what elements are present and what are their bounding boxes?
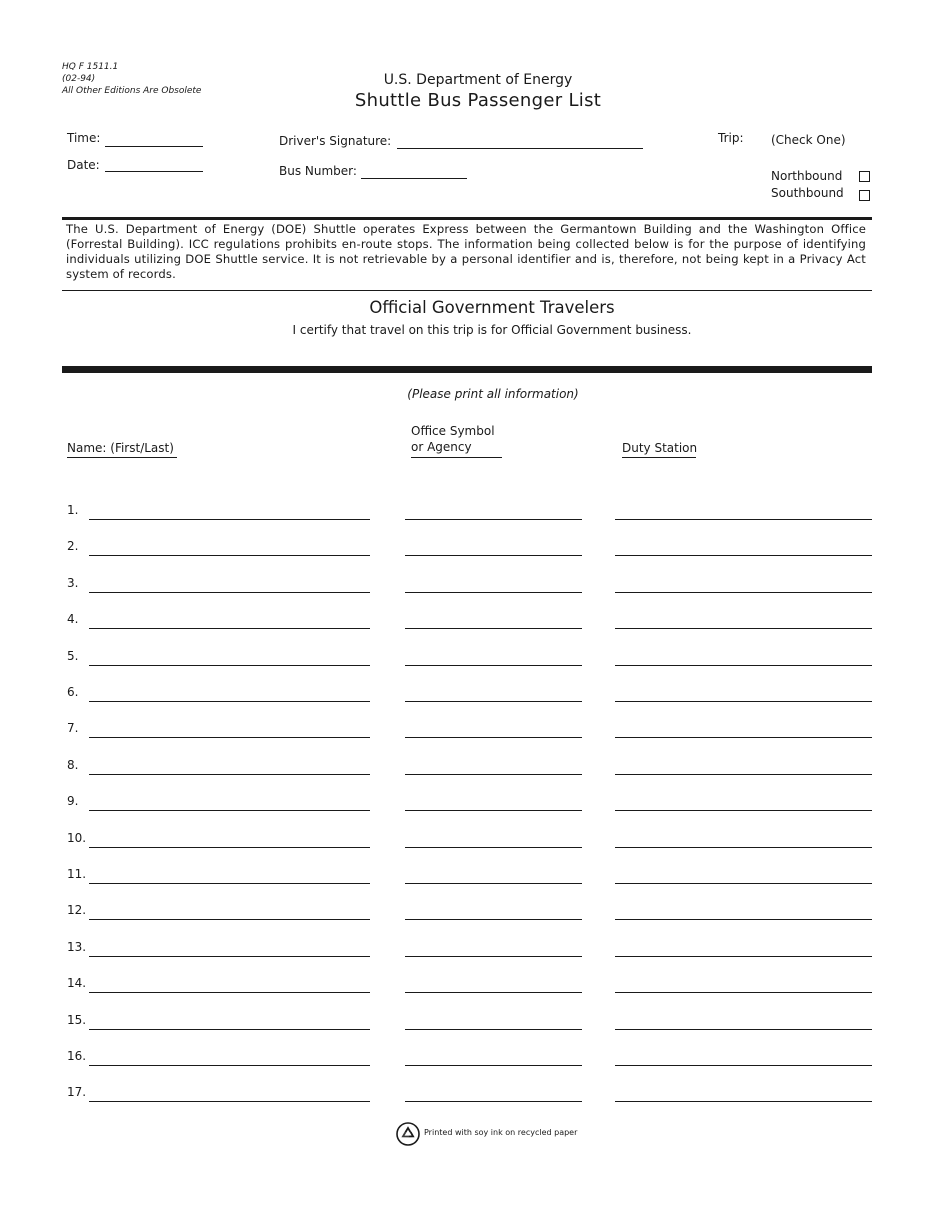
duty-station-field[interactable] [615, 810, 872, 811]
recycle-icon [396, 1122, 420, 1146]
print-instruction: (Please print all information) [407, 387, 579, 401]
office-symbol-field[interactable] [405, 1029, 582, 1030]
office-symbol-field[interactable] [405, 519, 582, 520]
bus-number-field[interactable] [361, 178, 467, 179]
office-symbol-field[interactable] [405, 1065, 582, 1066]
duty-station-field[interactable] [615, 555, 872, 556]
name-field[interactable] [89, 919, 370, 920]
duty-station-field[interactable] [615, 992, 872, 993]
row-number: 2. [67, 539, 79, 554]
office-symbol-field[interactable] [405, 847, 582, 848]
date-label: Date: [67, 158, 100, 172]
row-number: 10. [67, 830, 87, 845]
duty-station-field[interactable] [615, 847, 872, 848]
duty-station-field[interactable] [615, 628, 872, 629]
column-header-duty-underline [622, 457, 696, 458]
office-symbol-field[interactable] [405, 774, 582, 775]
row-number: 4. [67, 612, 79, 627]
southbound-checkbox[interactable] [859, 190, 870, 201]
bus-number-label: Bus Number: [279, 164, 357, 178]
column-header-name-underline [67, 457, 177, 458]
name-field[interactable] [89, 956, 370, 957]
check-one-note: (Check One) [771, 133, 846, 147]
northbound-checkbox[interactable] [859, 171, 870, 182]
editions-note: All Other Editions Are Obsolete [62, 86, 202, 96]
divider-thick [62, 217, 872, 220]
divider-thin [62, 290, 872, 291]
name-field[interactable] [89, 737, 370, 738]
row-number: 6. [67, 685, 79, 699]
office-symbol-field[interactable] [405, 737, 582, 738]
privacy-notice: The U.S. Department of Energy (DOE) Shuttle operates Express between the Germantown Building and the Washington Office (Forrestal Building). ICC regulations prohibits en-route stops. The information being collected below is for the purpose of identifying individuals utilizing DOE Shuttle service. It is not retrievable by a personal identifier and is, therefore, not being kept in a Privacy Act system of records. [66, 222, 866, 281]
row-number: 7. [67, 721, 79, 736]
duty-station-field[interactable] [615, 1029, 872, 1030]
driver-signature-label: Driver's Signature: [279, 134, 392, 148]
divider-heavy [62, 366, 872, 373]
name-field[interactable] [89, 665, 370, 666]
footer-note: Printed with soy ink on recycled paper [424, 1128, 578, 1137]
time-field[interactable] [105, 146, 203, 147]
office-symbol-field[interactable] [405, 956, 582, 957]
row-number: 14. [67, 976, 87, 991]
duty-station-field[interactable] [615, 883, 872, 884]
column-header-office-line1: Office Symbol [411, 424, 495, 438]
name-field[interactable] [89, 1101, 370, 1102]
office-symbol-field[interactable] [405, 1101, 582, 1102]
form-number: HQ F 1511.1 [62, 62, 119, 72]
name-field[interactable] [89, 1029, 370, 1030]
duty-station-field[interactable] [615, 1101, 872, 1102]
office-symbol-field[interactable] [405, 992, 582, 993]
column-header-office-line2: or Agency [411, 440, 472, 454]
row-number: 11. [67, 867, 87, 881]
office-symbol-field[interactable] [405, 592, 582, 593]
section-title: Official Government Travelers [369, 298, 615, 317]
driver-signature-field[interactable] [397, 148, 643, 149]
certification-statement: I certify that travel on this trip is for Official Government business. [292, 323, 692, 337]
duty-station-field[interactable] [615, 592, 872, 593]
duty-station-field[interactable] [615, 919, 872, 920]
name-field[interactable] [89, 519, 370, 520]
row-number: 12. [67, 903, 87, 918]
name-field[interactable] [89, 555, 370, 556]
southbound-label: Southbound [771, 186, 844, 200]
office-symbol-field[interactable] [405, 665, 582, 666]
duty-station-field[interactable] [615, 956, 872, 957]
name-field[interactable] [89, 592, 370, 593]
row-number: 1. [67, 503, 79, 517]
name-field[interactable] [89, 847, 370, 848]
northbound-label: Northbound [771, 169, 843, 183]
office-symbol-field[interactable] [405, 883, 582, 884]
row-number: 15. [67, 1012, 87, 1027]
row-number: 8. [67, 757, 79, 772]
row-number: 5. [67, 648, 79, 663]
duty-station-field[interactable] [615, 737, 872, 738]
column-header-name: Name: (First/Last) [67, 441, 174, 455]
office-symbol-field[interactable] [405, 810, 582, 811]
trip-label: Trip: [718, 131, 744, 145]
time-label: Time: [67, 131, 101, 145]
column-header-office-underline [411, 457, 502, 458]
office-symbol-field[interactable] [405, 701, 582, 702]
row-number: 9. [67, 794, 79, 809]
row-number: 3. [67, 575, 79, 590]
duty-station-field[interactable] [615, 774, 872, 775]
row-number: 17. [67, 1085, 87, 1100]
office-symbol-field[interactable] [405, 555, 582, 556]
name-field[interactable] [89, 810, 370, 811]
office-symbol-field[interactable] [405, 919, 582, 920]
row-number: 13. [67, 939, 87, 954]
duty-station-field[interactable] [615, 665, 872, 666]
department-name: U.S. Department of Energy [383, 72, 573, 88]
duty-station-field[interactable] [615, 1065, 872, 1066]
column-header-duty-station: Duty Station [622, 441, 698, 455]
form-title: Shuttle Bus Passenger List [354, 90, 602, 111]
name-field[interactable] [89, 774, 370, 775]
date-field[interactable] [105, 171, 203, 172]
office-symbol-field[interactable] [405, 628, 582, 629]
name-field[interactable] [89, 1065, 370, 1066]
duty-station-field[interactable] [615, 519, 872, 520]
name-field[interactable] [89, 701, 370, 702]
duty-station-field[interactable] [615, 701, 872, 702]
name-field[interactable] [89, 992, 370, 993]
name-field[interactable] [89, 628, 370, 629]
row-number: 16. [67, 1049, 87, 1063]
name-field[interactable] [89, 883, 370, 884]
form-revision: (02-94) [62, 74, 96, 84]
